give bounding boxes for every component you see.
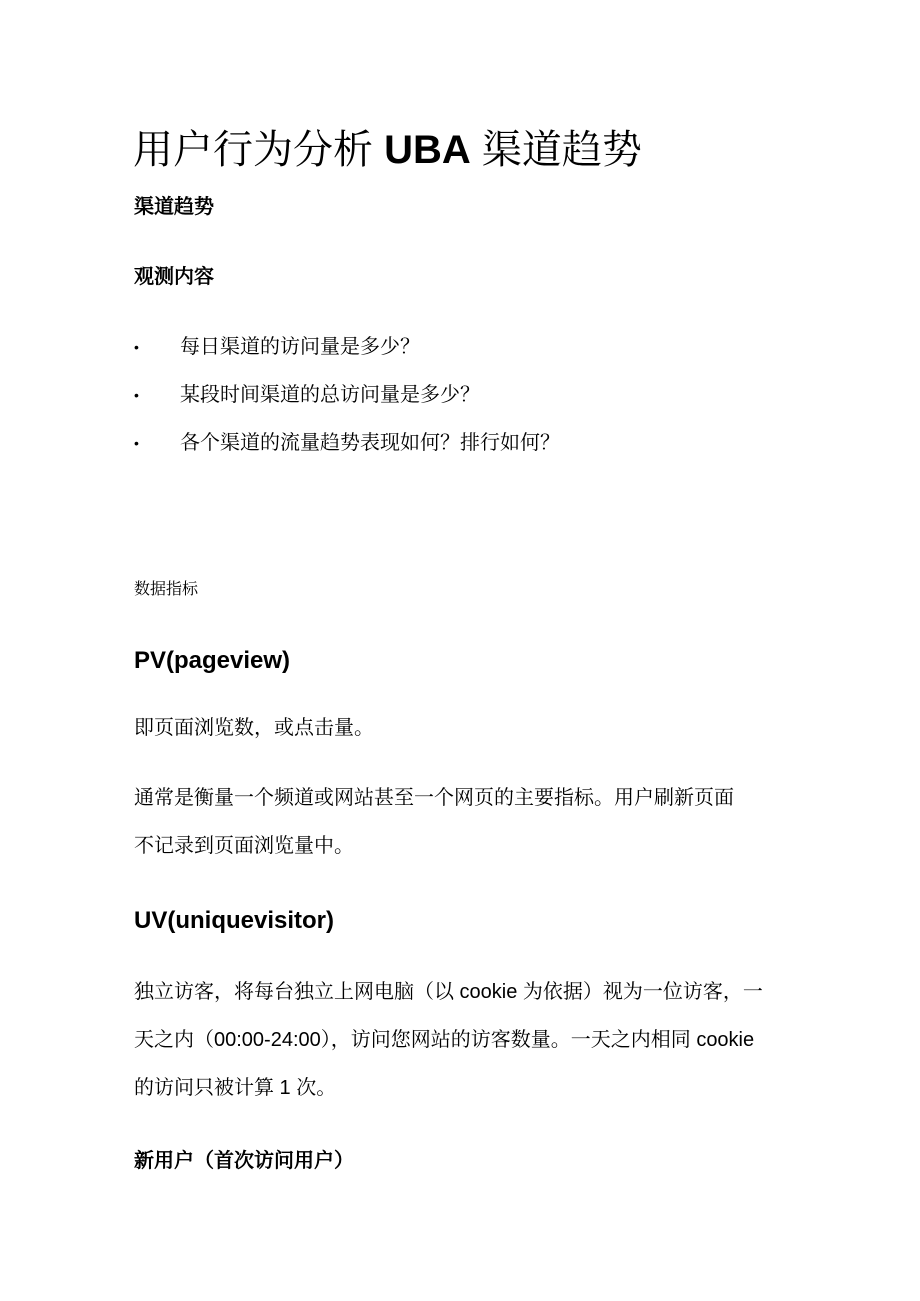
section-heading: 渠道趋势 [134,196,214,218]
uv-description-line-1: 独立访客，将每台独立上网电脑（以 cookie 为依据）视为一位访客，一 [134,981,763,1003]
title-latin-part: UBA [384,128,471,172]
bullet-icon: • [134,339,139,355]
uv-description-line-2: 天之内（00:00-24:00），访问您网站的访客数量。一天之内相同 cookie [134,1029,755,1051]
new-user-heading: 新用户（首次访问用户） [134,1150,354,1172]
bullet-icon: • [134,387,139,403]
uv-heading: UV(uniquevisitor) [134,907,335,934]
title-cn-part1: 用户行为分析 [133,128,373,172]
bullet-icon: • [134,435,139,451]
title-cn-part2: 渠道趋势 [481,128,642,172]
list-item-text: 每日渠道的访问量是多少？ [180,336,420,358]
list-item-text: 各个渠道的流量趋势表现如何？排行如何？ [180,432,560,454]
pv-description [134,774,794,870]
page-title [133,120,642,180]
observe-heading: 观测内容 [134,266,214,288]
pv-definition-line: 即页面浏览数，或点击量。 [134,717,374,739]
metrics-label: 数据指标 [134,581,199,598]
pv-description-line-1: 通常是衡量一个频道或网站甚至一个网页的主要指标。用户刷新页面 [134,787,734,809]
uv-description-line-3: 的访问只被计算 1 次。 [134,1077,337,1099]
list-item-text: 某段时间渠道的总访问量是多少？ [180,384,480,406]
pv-definition [134,704,794,752]
uv-description [134,968,794,1112]
pv-heading: PV(pageview) [134,647,291,674]
pv-description-line-2: 不记录到页面浏览量中。 [134,835,354,857]
